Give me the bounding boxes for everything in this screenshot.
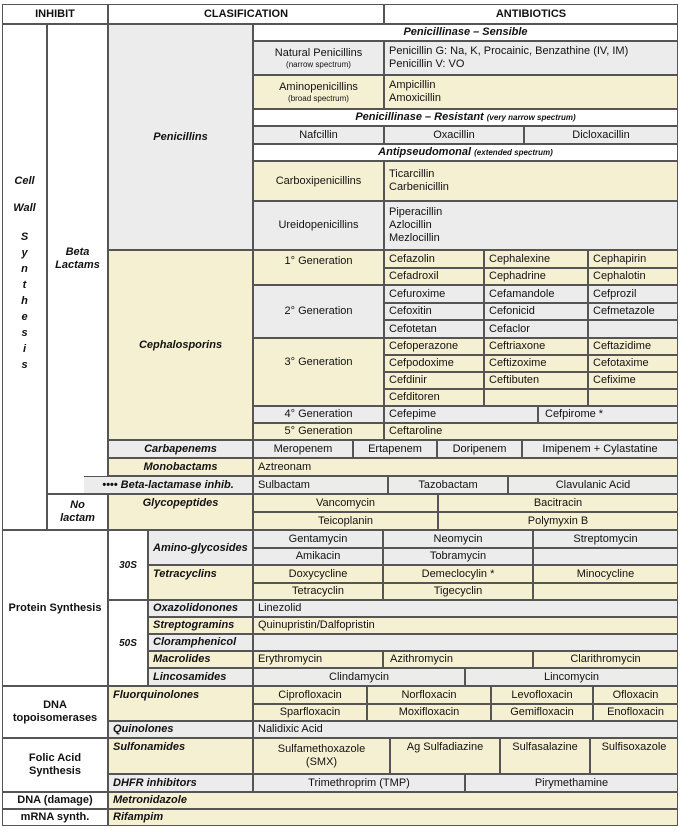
- cefpirome: Cefpirome *: [538, 406, 678, 423]
- ampicillin: Ampicillin: [389, 79, 436, 91]
- class-aminoglycosides: Amino-glycosides: [148, 530, 253, 565]
- cephalosporin-cefprozil: Cefprozil: [588, 285, 678, 303]
- class-lincosamides: Lincosamides: [148, 668, 253, 686]
- ribosome-30s: 30S: [108, 530, 148, 600]
- aminopenicillins-label: Aminopenicillins: [279, 80, 358, 93]
- demeclocylin: Demeclocylin *: [383, 565, 533, 583]
- gentamycin: Gentamycin: [253, 530, 383, 548]
- linezolid: Linezolid: [253, 600, 678, 617]
- carboxipenicillins: Carboxipenicillins: [253, 161, 384, 201]
- dicloxacillin: Dicloxacillin: [524, 126, 678, 144]
- synthesis-letter: y: [21, 247, 28, 259]
- class-dhfr-inhibitors: DHFR inhibitors: [108, 774, 253, 792]
- meropenem: Meropenem: [253, 440, 353, 458]
- ureidopenicillins: Ureidopenicillins: [253, 201, 384, 250]
- header-classification: CLASIFICATION: [108, 4, 384, 24]
- moxifloxacin: Moxifloxacin: [367, 704, 491, 721]
- class-monobactams: Monobactams: [108, 458, 253, 476]
- synthesis-letter: h: [21, 295, 28, 307]
- ribosome-50s: 50S: [108, 600, 148, 686]
- class-oxazolidonones: Oxazolidonones: [148, 600, 253, 617]
- aminopenicillins-drugs: [384, 75, 678, 109]
- polymyxin-b: Polymyxin B: [438, 512, 678, 530]
- synthesis-letter: e: [21, 311, 28, 323]
- mezlocillin: Mezlocillin: [389, 232, 440, 244]
- antipseudo-label: Antipseudomonal: [378, 146, 472, 158]
- erythromycin: Erythromycin: [253, 651, 383, 668]
- class-penicillins: Penicillins: [108, 24, 253, 250]
- aztreonam: Aztreonam: [253, 458, 678, 476]
- carboxipenicillins-drugs: [384, 161, 678, 201]
- cephalosporin-cefuroxime: Cefuroxime: [384, 285, 484, 303]
- ofloxacin: Ofloxacin: [593, 686, 678, 704]
- class-sulfonamides: Sulfonamides: [108, 738, 253, 774]
- tobramycin: Tobramycin: [383, 548, 533, 565]
- azithromycin: Azithromycin: [383, 651, 533, 668]
- class-macrolides: Macrolides: [148, 651, 253, 668]
- cephalosporin-ceftizoxime: Ceftizoxime: [484, 355, 588, 372]
- cephalosporin-cefamandole: Cefamandole: [484, 285, 588, 303]
- inhibit-dna-topoisomerases: DNA topoisomerases: [2, 686, 108, 738]
- resistant-sub: (very narrow spectrum): [486, 112, 576, 122]
- teicoplanin: Teicoplanin: [253, 512, 438, 530]
- penicillinase-sensible-header: Penicillinase – Sensible: [253, 24, 678, 41]
- gen2-label: 2° Generation: [253, 285, 384, 338]
- sulfisoxazole: Sulfisoxazole: [590, 738, 678, 774]
- inhibit-protein-synthesis: Protein Synthesis: [2, 530, 108, 686]
- clarithromycin: Clarithromycin: [533, 651, 678, 668]
- cephalosporin-empty: [484, 389, 588, 406]
- class-cephalosporins: Cephalosporins: [108, 250, 253, 440]
- cephalosporin-cefoxitin: Cefoxitin: [384, 303, 484, 320]
- cephalosporin-empty: [588, 389, 678, 406]
- cephalosporin-cefpodoxime: Cefpodoxime: [384, 355, 484, 372]
- cephalosporin-empty: [588, 320, 678, 338]
- gen3-label: 3° Generation: [253, 338, 384, 406]
- piperacillin: Piperacillin: [389, 206, 443, 218]
- levofloxacin: Levofloxacin: [491, 686, 593, 704]
- synthesis-letter: S: [20, 231, 29, 243]
- ag-sulfadiazine: Ag Sulfadiazine: [390, 738, 500, 774]
- cephalosporin-cefotetan: Cefotetan: [384, 320, 484, 338]
- tetracyclin: Tetracyclin: [253, 583, 383, 600]
- aminoglycosides-empty: [533, 548, 678, 565]
- natural-penicillins-label: Natural Penicillins: [274, 46, 363, 59]
- cephalosporin-cefditoren: Cefditoren: [384, 389, 484, 406]
- class-glycopeptides: Glycopeptides: [108, 494, 253, 530]
- class-fluorquinolones: Fluorquinolones: [108, 686, 253, 721]
- amikacin: Amikacin: [253, 548, 383, 565]
- cephalosporin-cefadroxil: Cefadroxil: [384, 268, 484, 285]
- aminopenicillins-sub: (broad spectrum): [288, 93, 349, 103]
- resistant-label: Penicillinase – Resistant: [355, 111, 484, 123]
- inhibit-dna-damage: DNA (damage): [2, 792, 108, 809]
- natural-penicillins-sub: (narrow spectrum): [286, 59, 351, 69]
- synthesis-letter: i: [22, 343, 27, 355]
- natural-penicillins-drugs: [384, 41, 678, 75]
- inhibit-cell-wall: [2, 24, 47, 530]
- streptomycin: Streptomycin: [533, 530, 678, 548]
- synthesis-letter: t: [22, 279, 27, 291]
- class-no-lactam: No lactam: [47, 494, 108, 530]
- trimethoprim: Trimethroprim (TMP): [253, 774, 465, 792]
- quinupristin-dalfopristin: Quinupristin/Dalfopristin: [253, 617, 678, 634]
- ciprofloxacin: Ciprofloxacin: [253, 686, 367, 704]
- neomycin: Neomycin: [383, 530, 533, 548]
- amoxicillin: Amoxicillin: [389, 92, 441, 104]
- penicillinase-resistant-header: [253, 109, 678, 126]
- lincomycin: Lincomycin: [465, 668, 678, 686]
- bacitracin: Bacitracin: [438, 494, 678, 512]
- synthesis-letter: n: [21, 263, 28, 275]
- tazobactam: Tazobactam: [388, 476, 508, 494]
- sulfasalazine: Sulfasalazine: [500, 738, 590, 774]
- oxacillin: Oxacillin: [384, 126, 524, 144]
- cephalosporin-cefaclor: Cefaclor: [484, 320, 588, 338]
- cephalosporin-cephalexine: Cephalexine: [484, 250, 588, 268]
- cephalosporin-cephadrine: Cephadrine: [484, 268, 588, 285]
- cephalosporin-cefotaxime: Cefotaxime: [588, 355, 678, 372]
- cephalosporin-cefazolin: Cefazolin: [384, 250, 484, 268]
- header-antibiotics: ANTIBIOTICS: [384, 4, 678, 24]
- class-rifampim: Rifampim: [108, 809, 678, 826]
- cephalosporin-cefmetazole: Cefmetazole: [588, 303, 678, 320]
- ureidopenicillins-drugs: [384, 201, 678, 250]
- penicillin-v: Penicillin V: VO: [389, 58, 465, 70]
- sulfamethoxazole: Sulfamethoxazole (SMX): [253, 738, 390, 774]
- azlocillin: Azlocillin: [389, 219, 432, 231]
- cephalosporin-cefixime: Cefixime: [588, 372, 678, 389]
- class-cloramphenicol: Cloramphenicol: [148, 634, 253, 651]
- cloramphenicol-empty: [253, 634, 678, 651]
- carbenicillin: Carbenicillin: [389, 181, 449, 193]
- synthesis-letter: s: [21, 359, 28, 371]
- clavulanic-acid: Clavulanic Acid: [508, 476, 678, 494]
- ticarcillin: Ticarcillin: [389, 168, 435, 180]
- natural-penicillins: [253, 41, 384, 75]
- class-metronidazole: Metronidazole: [108, 792, 678, 809]
- cell-wall-word-1: Cell: [14, 175, 35, 187]
- class-beta-lactamase-inhib: •••• Beta-lactamase inhib.: [84, 476, 253, 494]
- sparfloxacin: Sparfloxacin: [253, 704, 367, 721]
- ertapenem: Ertapenem: [353, 440, 437, 458]
- norfloxacin: Norfloxacin: [367, 686, 491, 704]
- class-quinolones: Quinolones: [108, 721, 253, 738]
- antipseudo-sub: (extended spectrum): [474, 147, 553, 157]
- nalidixic-acid: Nalidixic Acid: [253, 721, 678, 738]
- gen5-label: 5° Generation: [253, 423, 384, 440]
- penicillin-g: Penicillin G: Na, K, Procainic, Benzathine (IV, IM): [389, 45, 629, 57]
- class-streptogramins: Streptogramins: [148, 617, 253, 634]
- gen4-label: 4° Generation: [253, 406, 384, 423]
- nafcillin: Nafcillin: [253, 126, 384, 144]
- tigecyclin: Tigecyclin: [383, 583, 533, 600]
- class-carbapenems: Carbapenems: [108, 440, 253, 458]
- class-tetracyclins: Tetracyclins: [148, 565, 253, 600]
- header-inhibit: INHIBIT: [2, 4, 108, 24]
- sulbactam: Sulbactam: [253, 476, 388, 494]
- cefepime: Cefepime: [384, 406, 538, 423]
- tetracyclins-empty: [533, 583, 678, 600]
- pirymethamine: Pirymethamine: [465, 774, 678, 792]
- inhibit-folic-acid: Folic Acid Synthesis: [2, 738, 108, 792]
- minocycline: Minocycline: [533, 565, 678, 583]
- cephalosporin-cephapirin: Cephapirin: [588, 250, 678, 268]
- doxycycline: Doxycycline: [253, 565, 383, 583]
- cephalosporin-cefonicid: Cefonicid: [484, 303, 588, 320]
- class-beta-lactams: Beta Lactams: [47, 24, 108, 494]
- clindamycin: Clindamycin: [253, 668, 465, 686]
- antipseudomonal-header: [253, 144, 678, 161]
- gen1-label: 1° Generation: [253, 250, 384, 285]
- cephalosporin-cefdinir: Cefdinir: [384, 372, 484, 389]
- cephalosporin-ceftibuten: Ceftibuten: [484, 372, 588, 389]
- enofloxacin: Enofloxacin: [593, 704, 678, 721]
- imipenem: Imipenem + Cylastatine: [522, 440, 678, 458]
- gemifloxacin: Gemifloxacin: [491, 704, 593, 721]
- doripenem: Doripenem: [437, 440, 522, 458]
- vancomycin: Vancomycin: [253, 494, 438, 512]
- synthesis-letters: [21, 229, 28, 373]
- cephalosporin-ceftazidime: Ceftazidime: [588, 338, 678, 355]
- cephalosporin-ceftriaxone: Ceftriaxone: [484, 338, 588, 355]
- inhibit-mrna: mRNA synth.: [2, 809, 108, 826]
- ceftaroline: Ceftaroline: [384, 423, 678, 440]
- synthesis-letter: s: [21, 327, 28, 339]
- cephalosporin-cefoperazone: Cefoperazone: [384, 338, 484, 355]
- cell-wall-word-2: Wall: [13, 202, 36, 214]
- cephalosporin-cephalotin: Cephalotin: [588, 268, 678, 285]
- aminopenicillins: [253, 75, 384, 109]
